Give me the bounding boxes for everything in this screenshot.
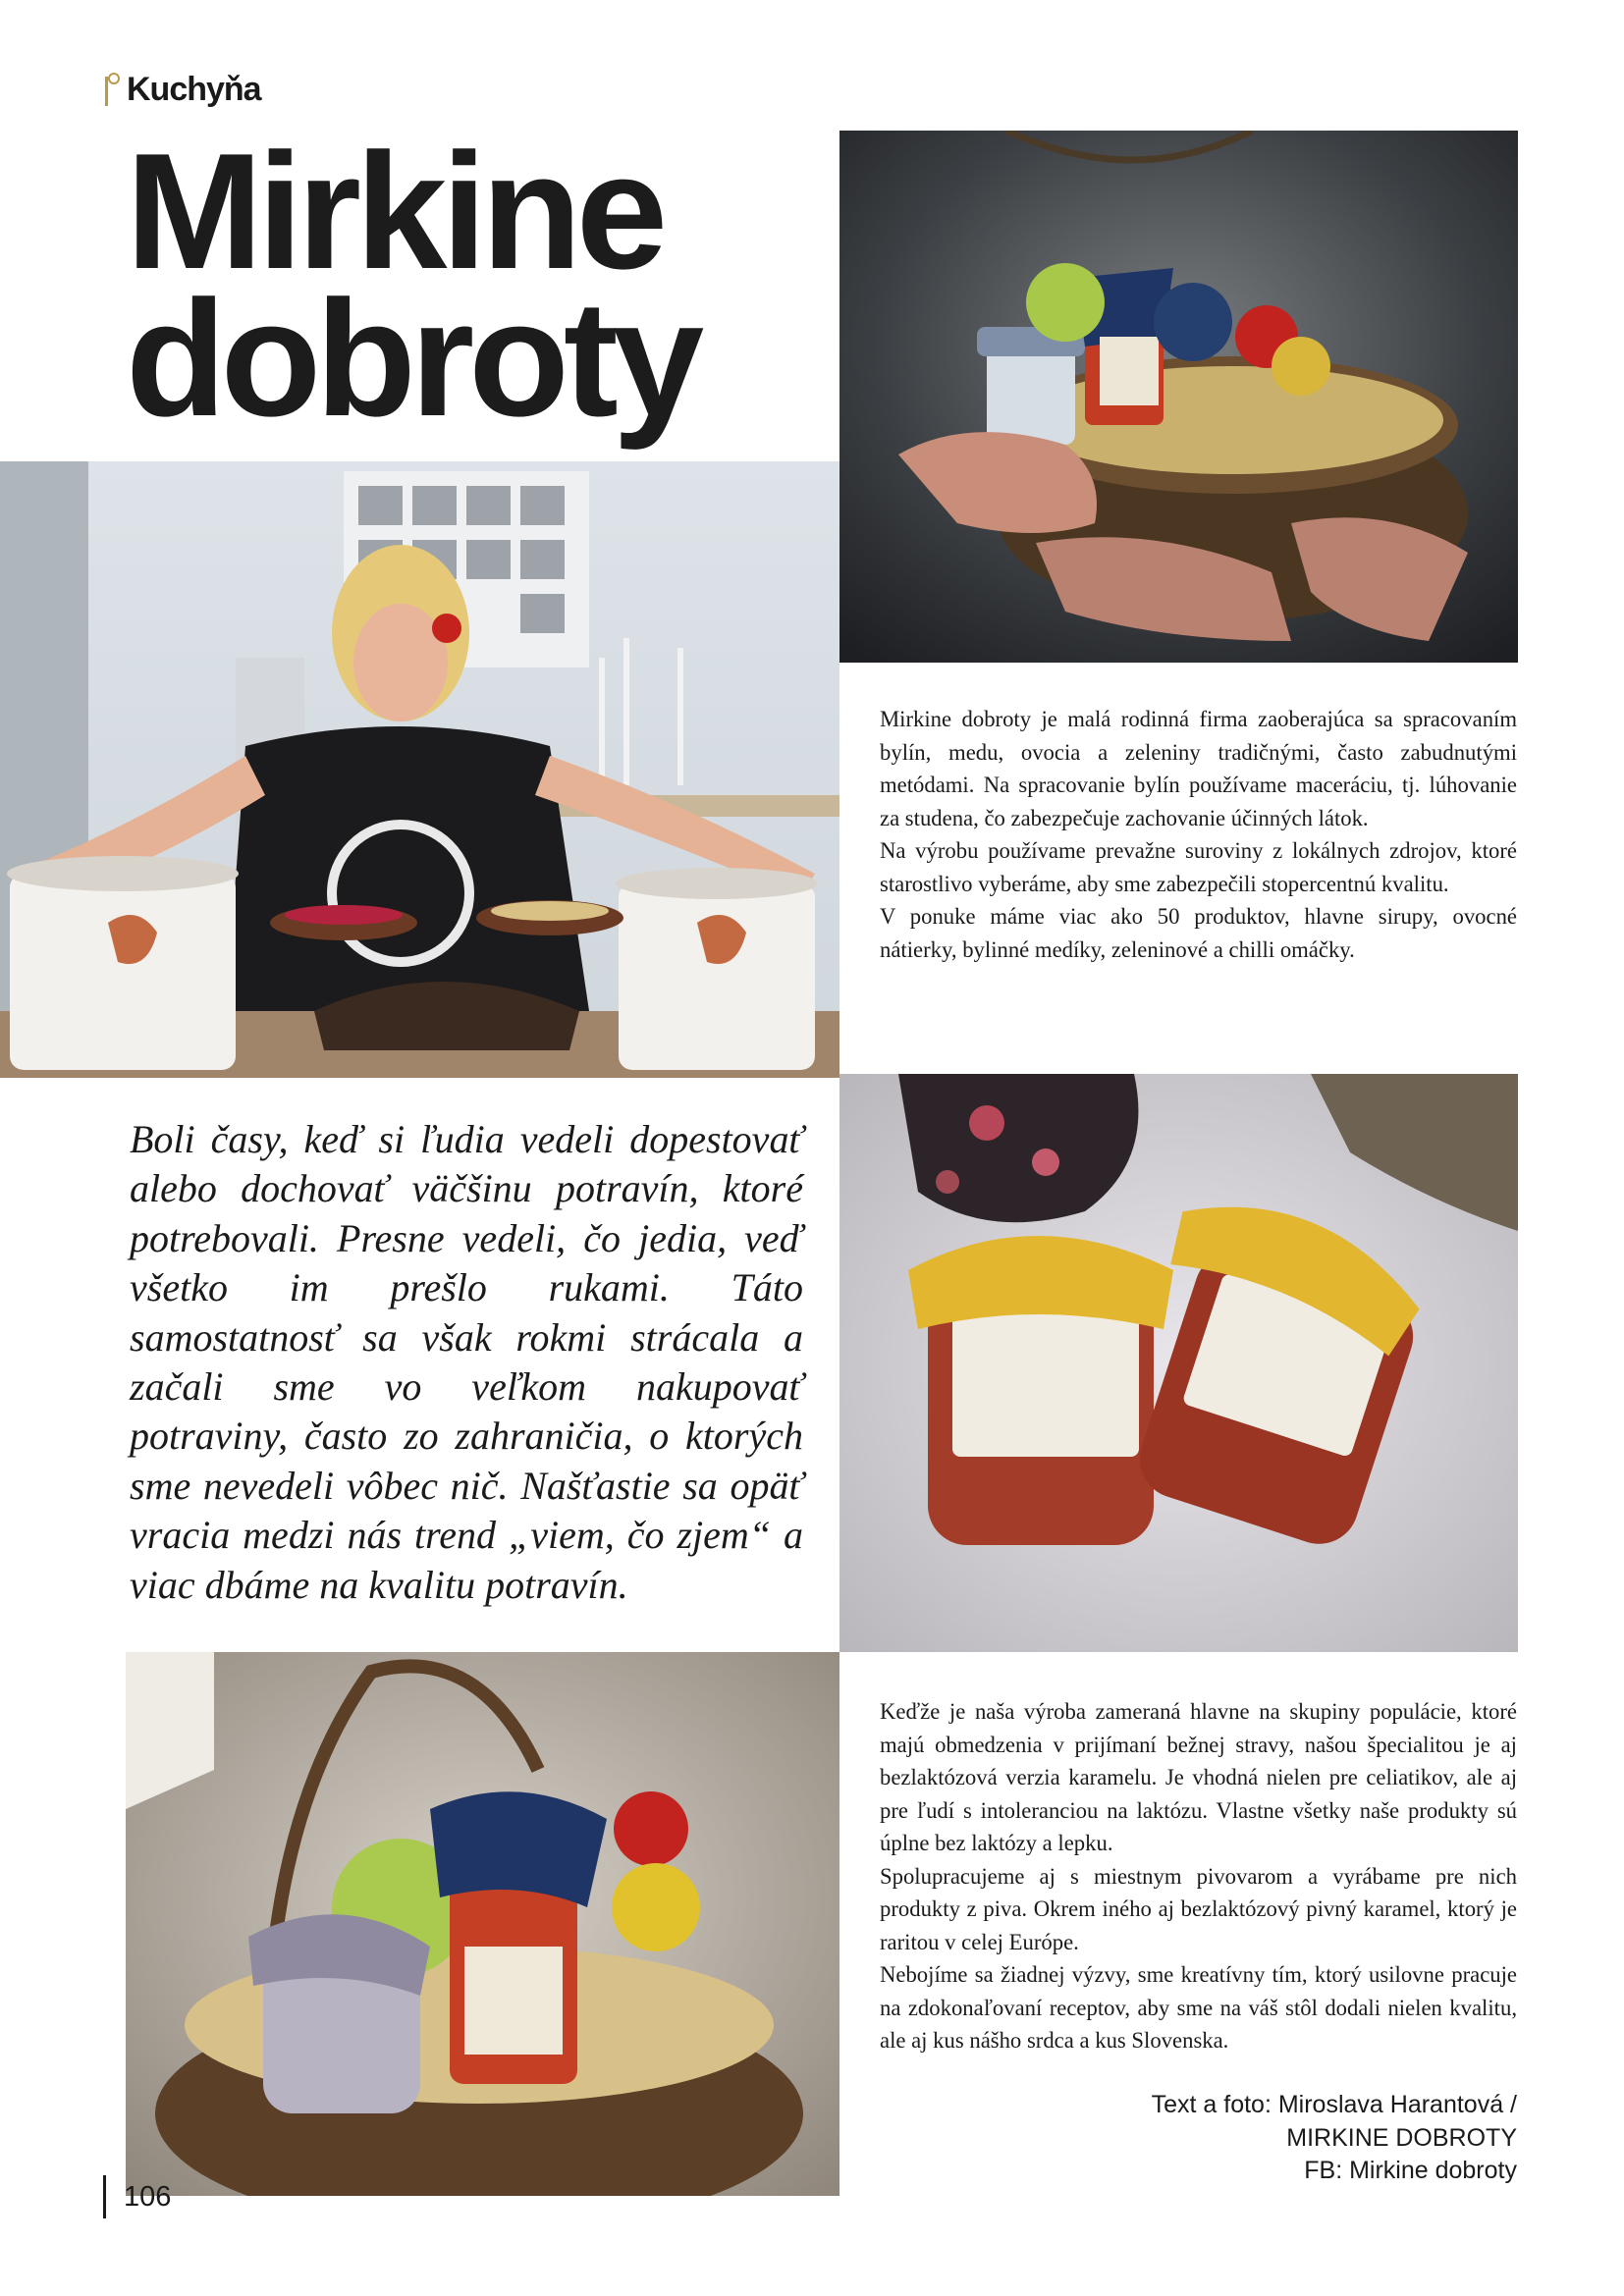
section-header xyxy=(103,61,261,106)
section-label: Kuchyňa xyxy=(127,71,261,108)
intro-text xyxy=(880,703,1517,966)
intro-paragraph: V ponuke máme viac ako 50 produktov, hlavne sirupy, ovocné nátierky, bylinné medíky, zeleninové a chilli omáčky. xyxy=(880,904,1517,962)
woman-with-pots-and-scale-photo xyxy=(0,461,839,1078)
body-paragraph: Keďže je naša výroba zameraná hlavne na skupiny populácie, ktoré majú obmedzenia v prijímaní bežnej stravy, našou špecialitou je aj bezlaktózová verzia karamelu. Je vhodná nielen pre celiatikov, ale aj pre ľudí s intoleranciou na laktózu. Vlastne všetky naše produkty sú úplne bez laktózy a lepku. xyxy=(880,1699,1517,1855)
title-line-2: dobroty xyxy=(126,266,699,451)
chef-hat-logo-icon xyxy=(103,67,125,106)
chilli-pasta-jars-photo xyxy=(839,1074,1518,1652)
credits-line-1: Text a foto: Miroslava Harantová / xyxy=(1151,2091,1517,2118)
title-line-1: Mirkine xyxy=(126,119,663,303)
body-paragraph: Spolupracujeme aj s miestnym pivovarom a vyrábame pre nich produkty z piva. Okrem iného aj bezlaktózový pivný karamel, ktorý je raritou v celej Európe. xyxy=(880,1863,1517,1954)
intro-paragraph: Na výrobu používame prevažne suroviny z lokálnych zdrojov, ktoré starostlivo vyberáme, aby sme zabezpečili stopercentnú kvalitu. xyxy=(880,838,1517,896)
gift-basket-with-jars-photo xyxy=(126,1652,839,2196)
intro-paragraph: Mirkine dobroty je malá rodinná firma zaoberajúca sa spracovaním bylín, medu, ovocia a zeleniny tradičnými, často zabudnutými metódami. Na spracovanie bylín používame maceráciu, tj. lúhovanie za studena, čo zabezpečuje zachovanie účinných látok. xyxy=(880,707,1517,830)
body-paragraph: Nebojíme sa žiadnej výzvy, sme kreatívny tím, ktorý usilovne pracuje na zdokonaľovaní receptov, aby sme na váš stôl dodali nielen kvalitu, ale aj kus nášho srdca a kus Slovenska. xyxy=(880,1962,1517,2053)
hands-holding-gift-basket-photo xyxy=(839,131,1518,663)
credits-line-2: MIRKINE DOBROTY xyxy=(1286,2123,1517,2152)
article-title xyxy=(126,119,813,451)
lead-quote: Boli časy, keď si ľudia vedeli dopestovať alebo dochovať väčšinu potravín, ktoré potrebovali. Presne vedeli, čo jedia, veď všetko im prešlo rukami. Táto samostatnosť sa však rokmi strácala a začali sme vo veľkom nakupovať potraviny, často zo zahraničia, o ktorých sme nevedeli vôbec nič. Našťastie sa opäť vracia medzi nás trend „viem, čo zjem“ a viac dbáme na kvalitu potravín. xyxy=(130,1117,803,1607)
page-number-rule xyxy=(103,2175,106,2218)
credits-line-3: FB: Mirkine dobroty xyxy=(1304,2157,1517,2184)
body-text xyxy=(880,1695,1517,2057)
photo-credits xyxy=(1031,2089,1517,2188)
page-number: 106 xyxy=(124,2181,172,2213)
